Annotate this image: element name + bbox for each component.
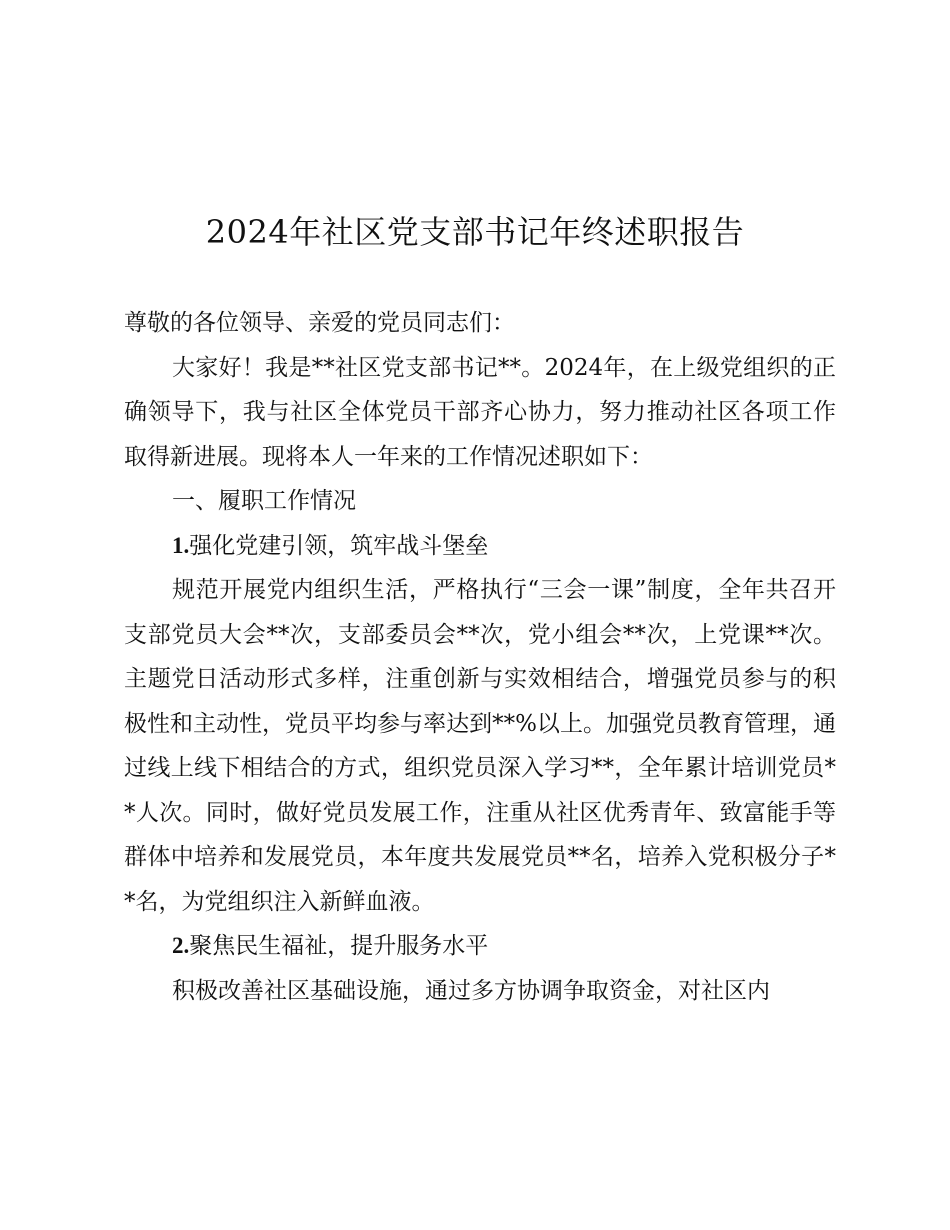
item-paragraph: 积极改善社区基础设施，通过多方协调争取资金，对社区内 (172, 977, 770, 1004)
item-heading (124, 524, 836, 569)
item-number: 2. (172, 933, 190, 958)
item-number: 1. (172, 532, 190, 558)
document-body (124, 301, 836, 1013)
item-heading-text: 聚焦民生福祉，提升服务水平 (189, 933, 489, 959)
salutation: 尊敬的各位领导、亲爱的党员同志们： (124, 310, 515, 336)
item-heading-text: 强化党建引领，筑牢战斗堡垒 (189, 532, 489, 559)
intro-paragraph: 大家好！我是**社区党支部书记**。2024年，在上级党组织的正确领导下，我与社区全体党员干部齐心协力，努力推动社区各项工作取得新进展。现将本人一年来的工作情况述职如下： (124, 354, 836, 470)
document-title: 2024年社区党支部书记年终述职报告 (205, 213, 745, 251)
item-paragraph: 规范开展党内组织生活，严格执行“三会一课”制度，全年共召开支部党员大会**次，支部委员会**次，党小组会**次，上党课**次。主题党日活动形式多样，注重创新与实效相结合，增强党员参与的积极性和主动性，党员平均参与率达到**%以上。加强党员教育管理，通过线上线下相结合的方式，组织党员深入学习**，全年累计培训党员**人次。同时，做好党员发展工作，注重从社区优秀青年、致富能手等群体中培养和发展党员，本年度共发展党员**名，培养入党积极分子**名，为党组织注入新鲜血液。 (124, 577, 836, 915)
item-heading (124, 924, 836, 969)
section-heading: 一、履职工作情况 (172, 488, 356, 514)
